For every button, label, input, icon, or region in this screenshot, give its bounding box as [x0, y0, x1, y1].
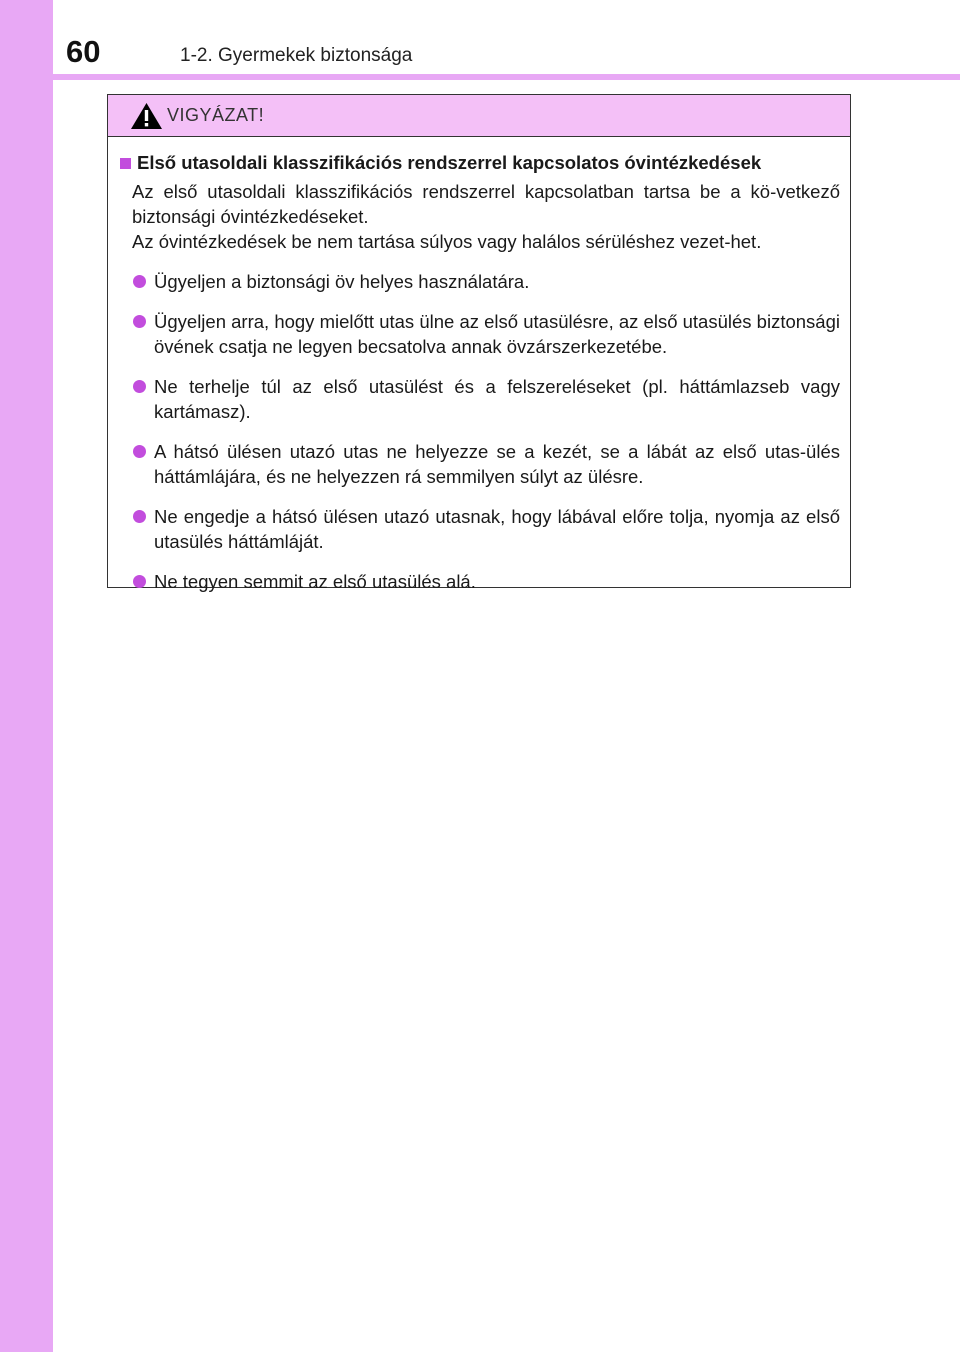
subheading-text: Első utasoldali klasszifikációs rendszerrel kapcsolatos óvintézkedések [137, 152, 762, 173]
bullet-dot-icon [133, 315, 146, 328]
warning-subheading [120, 151, 840, 175]
bullet-dot-icon [133, 275, 146, 288]
list-item [132, 504, 840, 554]
list-item-text: Ne terhelje túl az első utasülést és a felszereléseket (pl. háttámlazseb vagy kartámasz). [154, 376, 840, 422]
warning-label: VIGYÁZAT! [167, 105, 265, 125]
sidebar-accent-bar [0, 0, 53, 1352]
list-item-text: Ügyeljen arra, hogy mielőtt utas ülne az első utasülésre, az első utasülés biztonsági övének csatja ne legyen becsatolva annak övzárszerkezetébe. [154, 311, 840, 357]
bullet-dot-icon [133, 510, 146, 523]
bullet-dot-icon [133, 380, 146, 393]
list-item [132, 439, 840, 489]
intro-paragraph: Az első utasoldali klasszifikációs rendszerrel kapcsolatban tartsa be a kö-vetkező biztonsági óvintézkedéseket. [132, 181, 840, 227]
warning-box [107, 94, 851, 592]
square-bullet-icon [120, 158, 131, 169]
list-item-text: Ügyeljen a biztonsági öv helyes használatára. [154, 271, 530, 292]
header-divider [53, 74, 960, 80]
list-item [132, 569, 840, 594]
warning-body [108, 137, 850, 594]
list-item [132, 374, 840, 424]
list-item [132, 269, 840, 294]
warning-header [108, 95, 850, 137]
section-title: 1-2. Gyermekek biztonsága [180, 45, 413, 66]
warning-triangle-icon [130, 102, 163, 130]
list-item-text: A hátsó ülésen utazó utas ne helyezze se a kezét, se a lábát az első utas-ülés háttámlájára, és ne helyezzen rá semmilyen súlyt az ülésre. [154, 441, 840, 487]
list-item-text: Ne engedje a hátsó ülésen utazó utasnak, hogy lábával előre tolja, nyomja az első utasülés háttámláját. [154, 506, 840, 552]
bullet-dot-icon [133, 575, 146, 588]
page-number: 60 [66, 34, 101, 69]
intro-paragraph: Az óvintézkedések be nem tartása súlyos vagy halálos sérüléshez vezet-het. [132, 231, 762, 252]
list-item-text: Ne tegyen semmit az első utasülés alá. [154, 571, 476, 592]
list-item [132, 309, 840, 359]
bullet-dot-icon [133, 445, 146, 458]
